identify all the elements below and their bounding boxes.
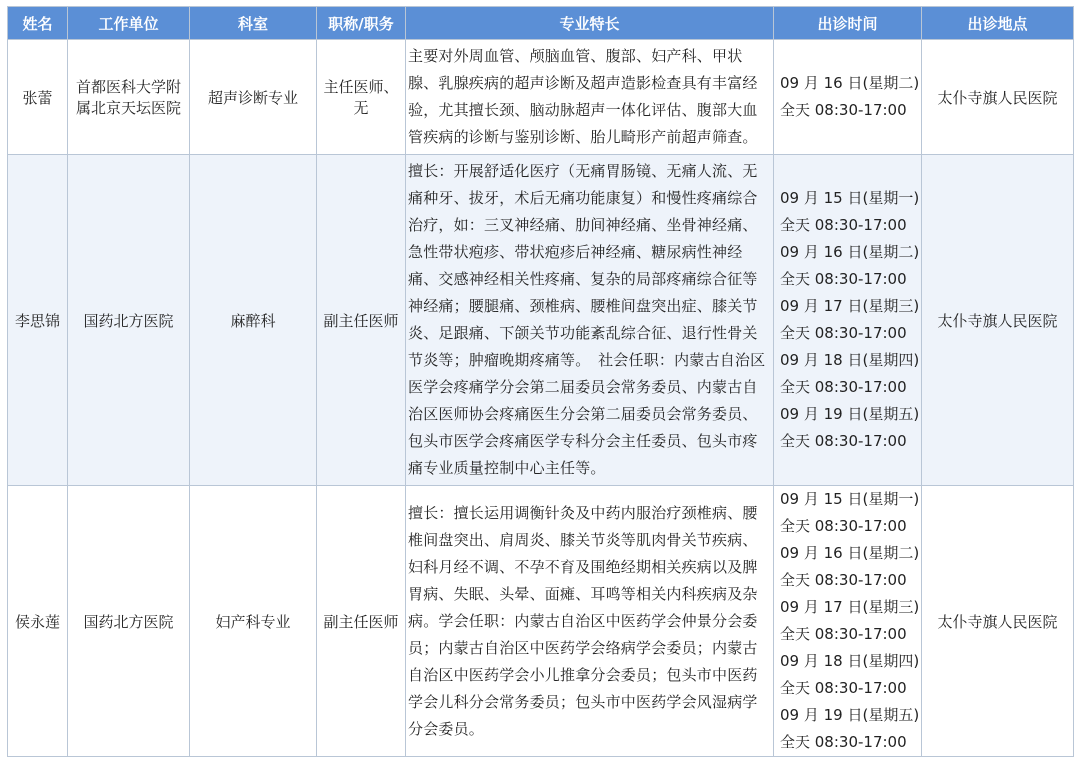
schedule-date: 09 月 17 日(星期三) bbox=[780, 297, 920, 315]
schedule-date: 09 月 18 日(星期四) bbox=[780, 652, 920, 670]
schedule-hours: 全天 08:30-17:00 bbox=[780, 216, 907, 234]
schedule-hours: 全天 08:30-17:00 bbox=[780, 625, 907, 643]
schedule-date: 09 月 15 日(星期一) bbox=[780, 189, 920, 207]
schedule-hours: 全天 08:30-17:00 bbox=[780, 101, 907, 119]
cell-schedule bbox=[774, 155, 922, 486]
schedule-date: 09 月 15 日(星期一) bbox=[780, 490, 920, 508]
cell-specialty: 擅长：擅长运用调衡针灸及中药内服治疗颈椎病、腰椎间盘突出、肩周炎、膝关节炎等肌肉骨关节疾病、妇科月经不调、不孕不育及围绝经期相关疾病以及脾胃病、失眠、头晕、面瘫、耳鸣等相关内科疾病及杂病。学会任职：内蒙古自治区中医药学会仲景分会委员；内蒙古自治区中医药学会络病学会委员；内蒙古自治区中医药学会小儿推拿分会委员；包头市中医药学会儿科分会常务委员；包头市中医药学会风湿病学分会委员。 bbox=[406, 486, 774, 757]
schedule-date: 09 月 17 日(星期三) bbox=[780, 598, 920, 616]
cell-unit: 首都医科大学附属北京天坛医院 bbox=[68, 40, 190, 155]
cell-unit: 国药北方医院 bbox=[68, 155, 190, 486]
schedule-date: 09 月 18 日(星期四) bbox=[780, 351, 920, 369]
schedule-date: 09 月 16 日(星期二) bbox=[780, 243, 920, 261]
schedule-hours: 全天 08:30-17:00 bbox=[780, 733, 907, 751]
schedule-date: 09 月 19 日(星期五) bbox=[780, 706, 920, 724]
header-unit: 工作单位 bbox=[68, 7, 190, 40]
header-specialty: 专业特长 bbox=[406, 7, 774, 40]
cell-schedule bbox=[774, 40, 922, 155]
cell-location: 太仆寺旗人民医院 bbox=[922, 486, 1074, 757]
schedule-table-container bbox=[7, 6, 1073, 757]
schedule-date: 09 月 16 日(星期二) bbox=[780, 74, 920, 92]
cell-dept: 麻醉科 bbox=[190, 155, 317, 486]
cell-dept: 妇产科专业 bbox=[190, 486, 317, 757]
cell-name: 李思锦 bbox=[8, 155, 68, 486]
schedule-hours: 全天 08:30-17:00 bbox=[780, 378, 907, 396]
cell-unit: 国药北方医院 bbox=[68, 486, 190, 757]
cell-title: 主任医师、无 bbox=[317, 40, 406, 155]
schedule-hours: 全天 08:30-17:00 bbox=[780, 679, 907, 697]
cell-specialty: 主要对外周血管、颅脑血管、腹部、妇产科、甲状腺、乳腺疾病的超声诊断及超声造影检查具有丰富经验，尤其擅长颈、脑动脉超声一体化评估、腹部大血管疾病的诊断与鉴别诊断、胎儿畸形产前超声筛查。 bbox=[406, 40, 774, 155]
cell-title: 副主任医师 bbox=[317, 155, 406, 486]
schedule-hours: 全天 08:30-17:00 bbox=[780, 270, 907, 288]
header-title: 职称/职务 bbox=[317, 7, 406, 40]
cell-schedule bbox=[774, 486, 922, 757]
cell-location: 太仆寺旗人民医院 bbox=[922, 40, 1074, 155]
cell-dept: 超声诊断专业 bbox=[190, 40, 317, 155]
schedule-hours: 全天 08:30-17:00 bbox=[780, 324, 907, 342]
schedule-hours: 全天 08:30-17:00 bbox=[780, 571, 907, 589]
table-row bbox=[8, 486, 1074, 757]
header-row bbox=[8, 7, 1074, 40]
header-dept: 科室 bbox=[190, 7, 317, 40]
schedule-date: 09 月 19 日(星期五) bbox=[780, 405, 920, 423]
table-row bbox=[8, 155, 1074, 486]
table-row bbox=[8, 40, 1074, 155]
header-location: 出诊地点 bbox=[922, 7, 1074, 40]
cell-name: 张蕾 bbox=[8, 40, 68, 155]
header-name: 姓名 bbox=[8, 7, 68, 40]
schedule-date: 09 月 16 日(星期二) bbox=[780, 544, 920, 562]
cell-title: 副主任医师 bbox=[317, 486, 406, 757]
schedule-hours: 全天 08:30-17:00 bbox=[780, 517, 907, 535]
cell-location: 太仆寺旗人民医院 bbox=[922, 155, 1074, 486]
schedule-hours: 全天 08:30-17:00 bbox=[780, 432, 907, 450]
cell-specialty: 擅长：开展舒适化医疗（无痛胃肠镜、无痛人流、无痛种牙、拔牙，术后无痛功能康复）和慢性疼痛综合治疗，如：三叉神经痛、肋间神经痛、坐骨神经痛、急性带状疱疹、带状疱疹后神经痛、糖尿病性神经痛、交感神经相关性疼痛、复杂的局部疼痛综合征等神经痛；腰腿痛、颈椎病、腰椎间盘突出症、膝关节炎、足跟痛、下颌关节功能紊乱综合征、退行性骨关节炎等；肿瘤晚期疼痛等。 社会任职：内蒙古自治区医学会疼痛学分会第二届委员会常务委员、内蒙古自治区医师协会疼痛医生分会第二届委员会常务委员、包头市医学会疼痛医学专科分会主任委员、包头市疼痛专业质量控制中心主任等。 bbox=[406, 155, 774, 486]
clinic-schedule-table bbox=[7, 6, 1074, 757]
header-time: 出诊时间 bbox=[774, 7, 922, 40]
cell-name: 侯永莲 bbox=[8, 486, 68, 757]
